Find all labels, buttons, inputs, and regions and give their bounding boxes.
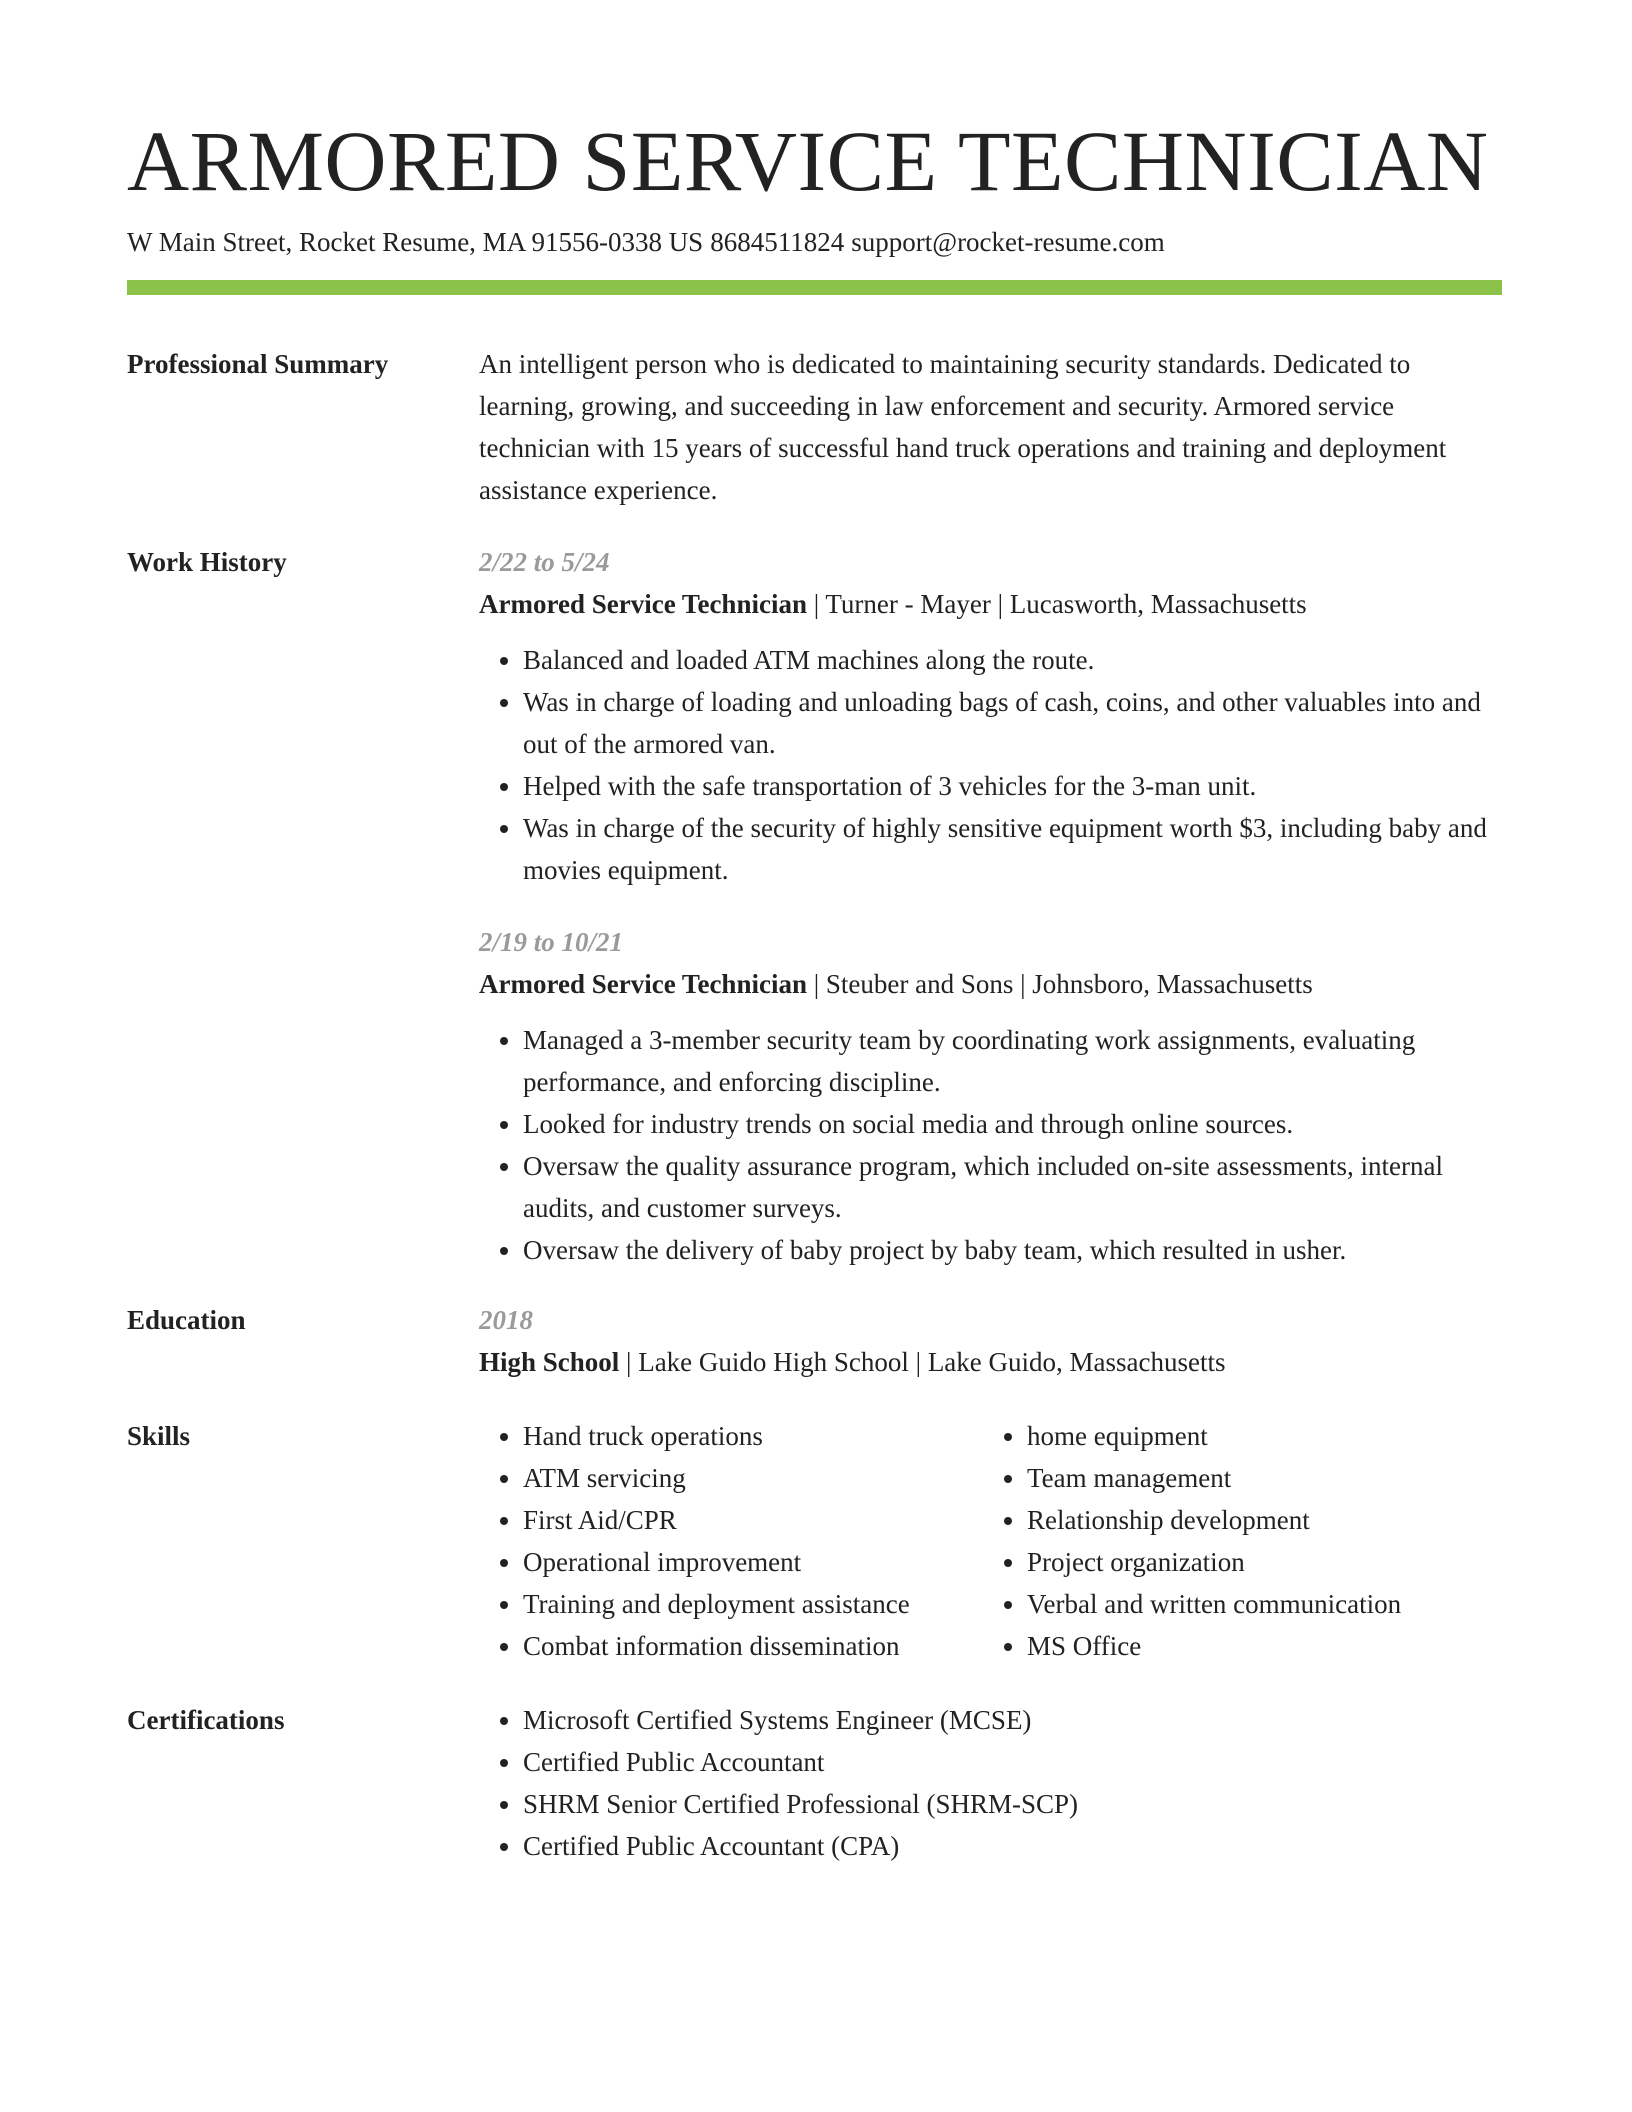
section-skills bbox=[127, 1415, 1502, 1667]
list-item: • Operational improvement bbox=[523, 1541, 983, 1583]
section-label-skills: Skills bbox=[127, 1421, 191, 1452]
list-item: • Combat information dissemination bbox=[523, 1625, 983, 1667]
education-year: 2018 bbox=[479, 1305, 533, 1336]
list-item: • Certified Public Accountant (CPA) bbox=[523, 1825, 1502, 1867]
list-item: • Verbal and written communication bbox=[1027, 1583, 1502, 1625]
list-item: • Looked for industry trends on social media and through online sources. bbox=[523, 1103, 1502, 1145]
summary-text: An intelligent person who is dedicated to maintaining security standards. Dedicated to learning, growing, and succeeding in law enforcement and security. Armored service technician with 15 years of successful hand truck operations and training and deployment assistance experience. bbox=[479, 349, 1447, 506]
contact-phone: 8684511824 bbox=[710, 227, 845, 257]
list-item: • Microsoft Certified Systems Engineer (MCSE) bbox=[523, 1699, 1502, 1741]
list-item: • Project organization bbox=[1027, 1541, 1502, 1583]
section-work-history bbox=[127, 541, 1502, 1271]
list-item: • Oversaw the delivery of baby project by baby team, which resulted in usher. bbox=[523, 1229, 1502, 1271]
header-divider bbox=[127, 280, 1502, 295]
skills-column-1 bbox=[479, 1415, 983, 1667]
list-item: • MS Office bbox=[1027, 1625, 1502, 1667]
job-title: Armored Service Technician bbox=[479, 589, 807, 620]
section-summary bbox=[127, 343, 1502, 511]
list-item: • Team management bbox=[1027, 1457, 1502, 1499]
list-item: • Was in charge of the security of highly sensitive equipment worth $3, including baby and movies equipment. bbox=[523, 807, 1502, 891]
contact-address: W Main Street, Rocket Resume, MA 91556-0338 US bbox=[127, 227, 704, 257]
job-dates: 2/19 to 10/21 bbox=[479, 927, 624, 958]
job-details: | Turner - Mayer | Lucasworth, Massachusetts bbox=[806, 589, 1307, 620]
contact-email: support@rocket-resume.com bbox=[851, 227, 1165, 257]
job-entry bbox=[479, 541, 1502, 891]
job-dates: 2/22 to 5/24 bbox=[479, 547, 610, 578]
certifications-list bbox=[479, 1699, 1502, 1867]
list-item: • Certified Public Accountant bbox=[523, 1741, 1502, 1783]
list-item: • Balanced and loaded ATM machines along the route. bbox=[523, 639, 1502, 681]
list-item: • SHRM Senior Certified Professional (SHRM-SCP) bbox=[523, 1783, 1502, 1825]
job-details: | Steuber and Sons | Johnsboro, Massachusetts bbox=[806, 969, 1313, 1000]
list-item: • Training and deployment assistance bbox=[523, 1583, 983, 1625]
list-item: • Hand truck operations bbox=[523, 1415, 983, 1457]
job-title-line bbox=[479, 963, 1502, 1005]
education-body bbox=[479, 1299, 1502, 1383]
certifications-body bbox=[479, 1699, 1502, 1867]
job-title-line bbox=[479, 583, 1502, 625]
list-item: • home equipment bbox=[1027, 1415, 1502, 1457]
section-label-work-history: Work History bbox=[127, 547, 287, 578]
resume-name: ARMORED SERVICE TECHNICIAN bbox=[127, 113, 1489, 209]
job-bullets bbox=[479, 639, 1502, 891]
skills-column-2 bbox=[983, 1415, 1502, 1667]
skills-body bbox=[479, 1415, 1502, 1667]
list-item: • Helped with the safe transportation of 3 vehicles for the 3-man unit. bbox=[523, 765, 1502, 807]
list-item: • Oversaw the quality assurance program, which included on-site assessments, internal audits, and customer surveys. bbox=[523, 1145, 1502, 1229]
list-item: • Managed a 3-member security team by coordinating work assignments, evaluating performance, and enforcing discipline. bbox=[523, 1019, 1502, 1103]
job-title: Armored Service Technician bbox=[479, 969, 807, 1000]
education-line bbox=[479, 1341, 1502, 1383]
work-history-body bbox=[479, 541, 1502, 1271]
section-label-summary: Professional Summary bbox=[127, 349, 389, 380]
section-certifications bbox=[127, 1699, 1502, 1867]
section-label-certifications: Certifications bbox=[127, 1705, 285, 1736]
contact-line bbox=[127, 226, 1505, 258]
list-item: • Was in charge of loading and unloading bags of cash, coins, and other valuables into and out of the armored van. bbox=[523, 681, 1502, 765]
job-entry bbox=[479, 921, 1502, 1271]
list-item: • ATM servicing bbox=[523, 1457, 983, 1499]
section-education bbox=[127, 1299, 1502, 1383]
section-label-education: Education bbox=[127, 1305, 246, 1336]
list-item: • First Aid/CPR bbox=[523, 1499, 983, 1541]
education-details: | Lake Guido High School | Lake Guido, Massachusetts bbox=[619, 1347, 1226, 1378]
job-bullets bbox=[479, 1019, 1502, 1271]
education-degree: High School bbox=[479, 1347, 620, 1378]
list-item: • Relationship development bbox=[1027, 1499, 1502, 1541]
